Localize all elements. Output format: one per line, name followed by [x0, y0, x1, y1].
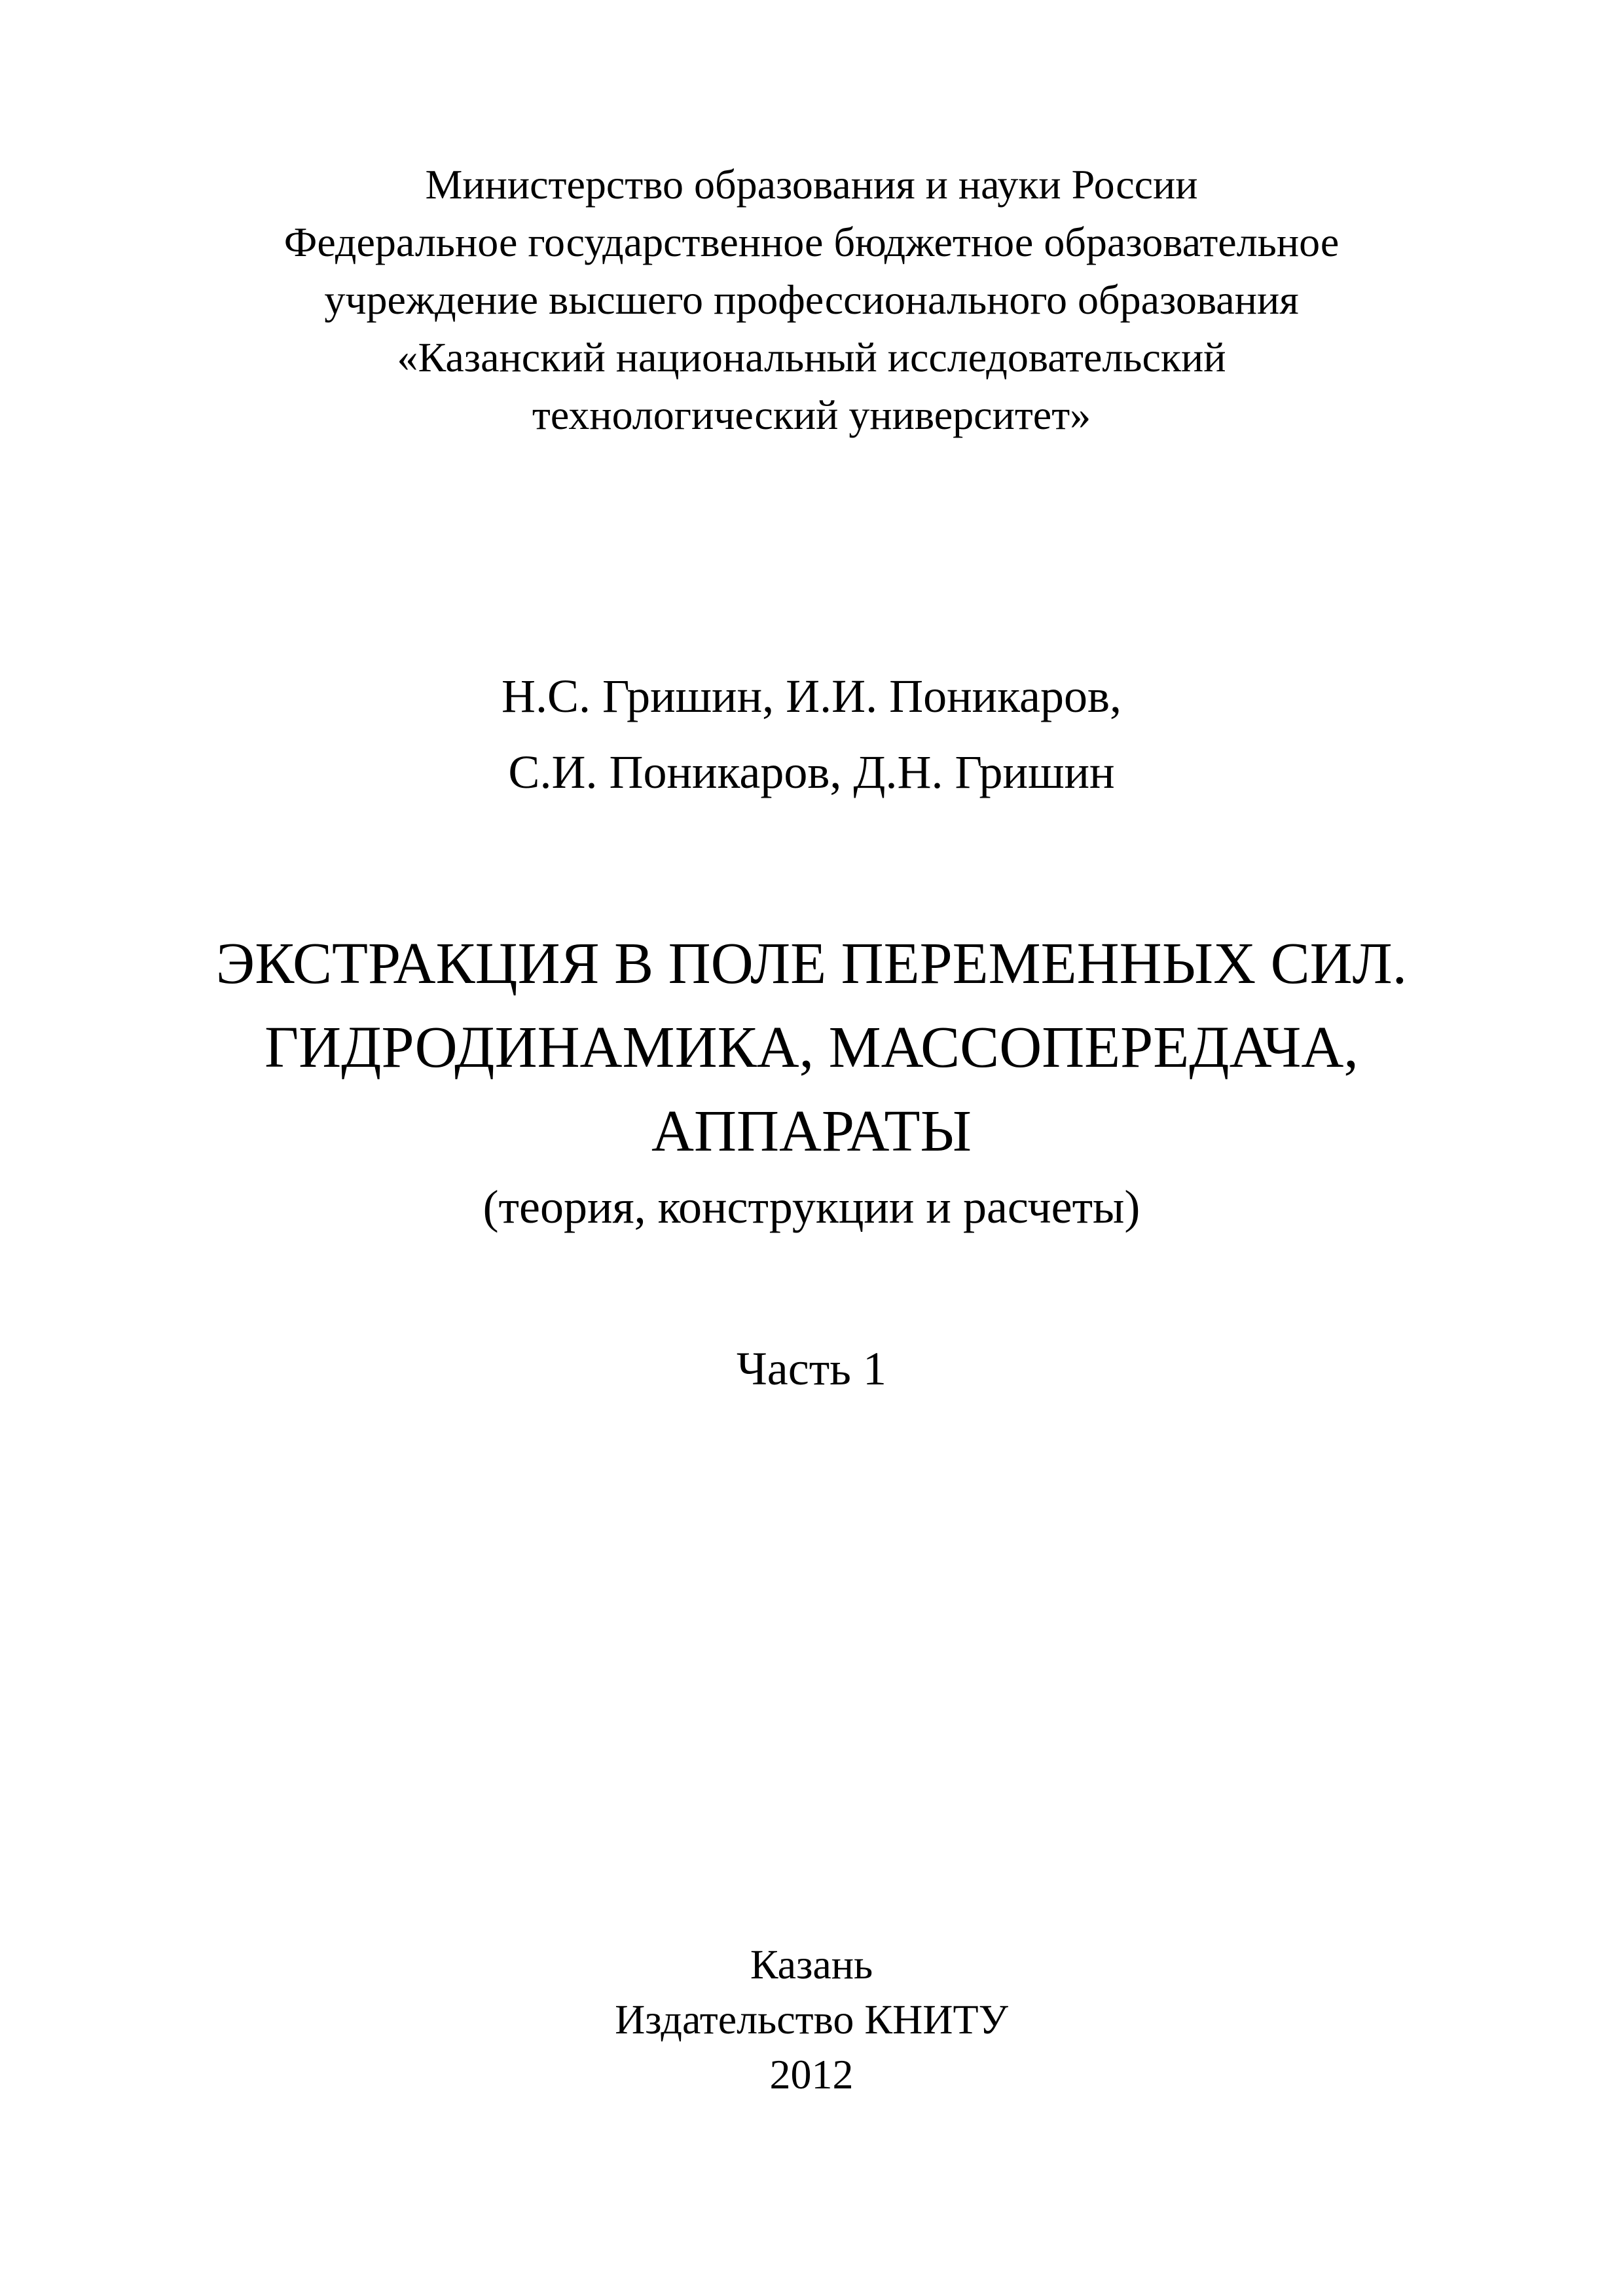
book-title-line-2: ГИДРОДИНАМИКА, МАССОПЕРЕДАЧА, [264, 1015, 1359, 1080]
imprint-year: 2012 [769, 2051, 854, 2098]
part-number-text: Часть 1 [736, 1342, 886, 1395]
university-name-line-1: «Казанский национальный исследовательский [397, 334, 1226, 380]
part-number [0, 1336, 1623, 1401]
book-title-line-1: ЭКСТРАКЦИЯ В ПОЛЕ ПЕРЕМЕННЫХ СИЛ. [215, 931, 1408, 996]
book-subtitle [0, 1174, 1623, 1240]
authors-line-2: С.И. Поникаров, Д.Н. Гришин [508, 746, 1115, 798]
book-title-line-3: АППАРАТЫ [651, 1099, 972, 1164]
university-name-line-2: технологический университет» [532, 392, 1091, 438]
institution-line-1: Федеральное государственное бюджетное образовательное [283, 219, 1340, 265]
book-title [0, 922, 1623, 1174]
imprint-city: Казань [750, 1941, 873, 1988]
imprint [0, 1937, 1623, 2102]
authors [0, 658, 1623, 810]
ministry-line: Министерство образования и науки России [425, 161, 1198, 208]
book-subtitle-text: (теория, конструкции и расчеты) [483, 1181, 1140, 1233]
authors-line-1: Н.С. Гришин, И.И. Поникаров, [501, 670, 1122, 722]
imprint-publisher: Издательство КНИТУ [615, 1996, 1008, 2043]
institution-line-2: учреждение высшего профессионального образования [324, 276, 1299, 323]
institution-header [0, 156, 1623, 444]
